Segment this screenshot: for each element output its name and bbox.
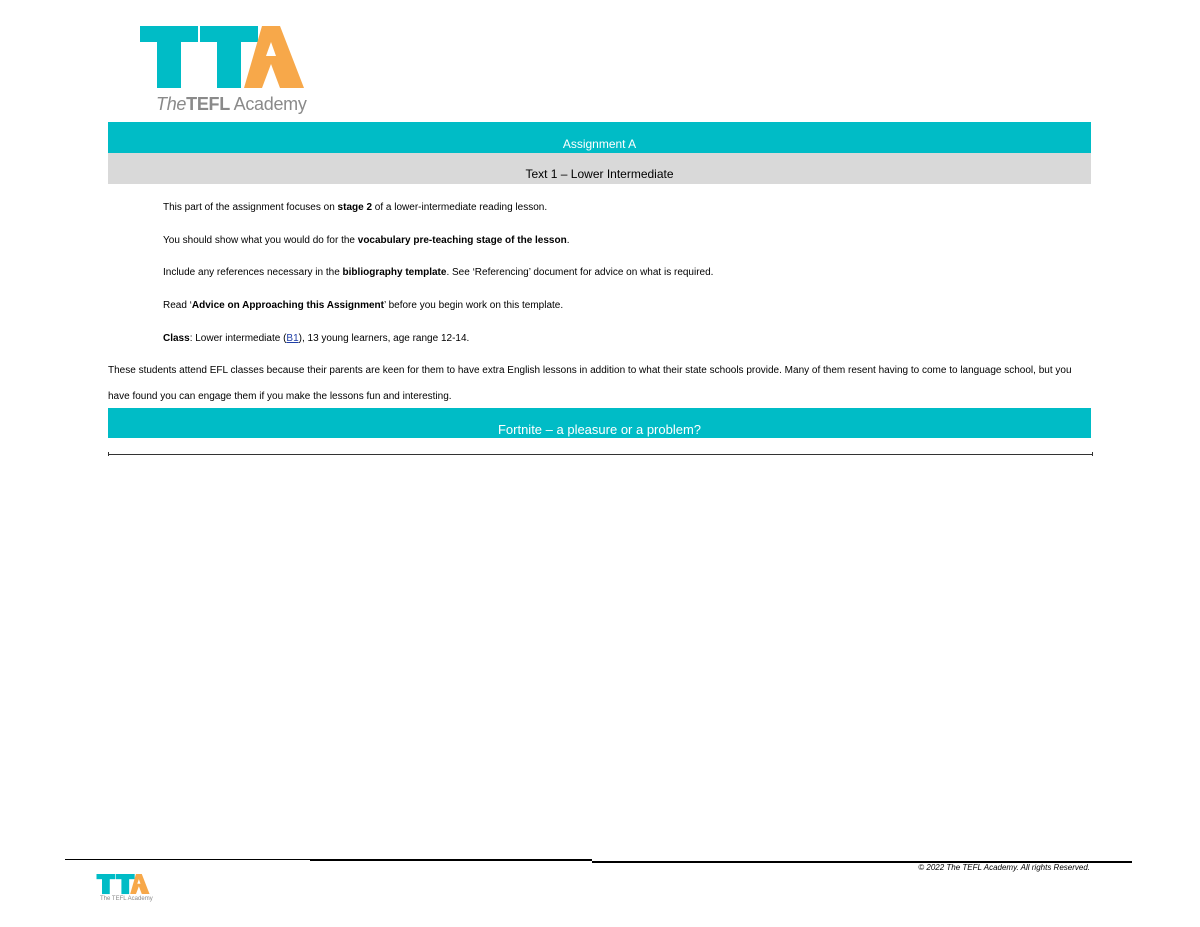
- instruction-emphasis: Advice on Approaching this Assignment: [191, 300, 384, 311]
- instruction-emphasis: vocabulary pre-teaching stage of the lesson: [357, 235, 567, 246]
- logo-wordmark-bold: TEFL: [186, 94, 230, 114]
- logo-wordmark: [156, 94, 307, 115]
- footer-logo-wordmark: The TEFL Academy: [100, 896, 153, 902]
- instruction-line-3: [163, 267, 713, 278]
- text-box-left-tick: [108, 452, 109, 456]
- instruction-line-4: [163, 300, 563, 311]
- logo-wordmark-suffix: Academy: [233, 94, 307, 114]
- instruction-text: You should show what you would do for the: [163, 235, 358, 246]
- instruction-text: : Lower intermediate (: [189, 333, 287, 344]
- tta-logo-mark: [140, 26, 310, 94]
- instruction-text: .: [566, 235, 570, 246]
- text-heading: Fortnite – a pleasure or a problem?: [497, 422, 702, 437]
- instruction-line-2: [163, 235, 570, 246]
- footer-rule-middle: [310, 859, 592, 861]
- instruction-text: of a lower-intermediate reading lesson.: [372, 202, 548, 213]
- instruction-emphasis: bibliography template: [342, 267, 447, 278]
- header-logo: [140, 26, 310, 118]
- footer-copyright: © 2022 The TEFL Academy. All rights Reserved.: [918, 863, 1090, 872]
- assignment-title-bar: [108, 122, 1091, 153]
- footer-logo: [96, 874, 156, 906]
- text-heading-bar: [108, 408, 1091, 438]
- text-box-divider: [108, 454, 1093, 455]
- text-box-right-tick: [1092, 452, 1093, 456]
- instruction-text: This part of the assignment focuses on: [163, 202, 338, 213]
- instruction-text: ’ before you begin work on this template.: [383, 300, 564, 311]
- cefr-level-link[interactable]: B1: [286, 333, 299, 344]
- instruction-emphasis: stage 2: [337, 202, 373, 213]
- instruction-line-5: [163, 333, 469, 344]
- instruction-text: . See ‘Referencing’ document for advice on what is required.: [446, 267, 714, 278]
- logo-wordmark-prefix: The: [156, 94, 187, 114]
- class-label: Class: [163, 333, 190, 344]
- instruction-text: Include any references necessary in the: [163, 267, 343, 278]
- instruction-text: Read ‘: [163, 300, 192, 311]
- assignment-title: Assignment A: [562, 137, 637, 151]
- instruction-text: ), 13 young learners, age range 12-14.: [298, 333, 470, 344]
- class-description: These students attend EFL classes because their parents are keen for them to have extra English lessons in addition to what their state schools provide. Many of them resent having to come to language school, but you have found you can engage them if you make the lessons fun and interesting.: [108, 365, 1072, 402]
- footer-rule-left: [65, 859, 310, 860]
- instruction-line-1: [163, 202, 547, 213]
- footer-tta-logo-mark: [96, 874, 152, 896]
- text-title: Text 1 – Lower Intermediate: [525, 167, 674, 181]
- text-title-bar: [108, 153, 1091, 184]
